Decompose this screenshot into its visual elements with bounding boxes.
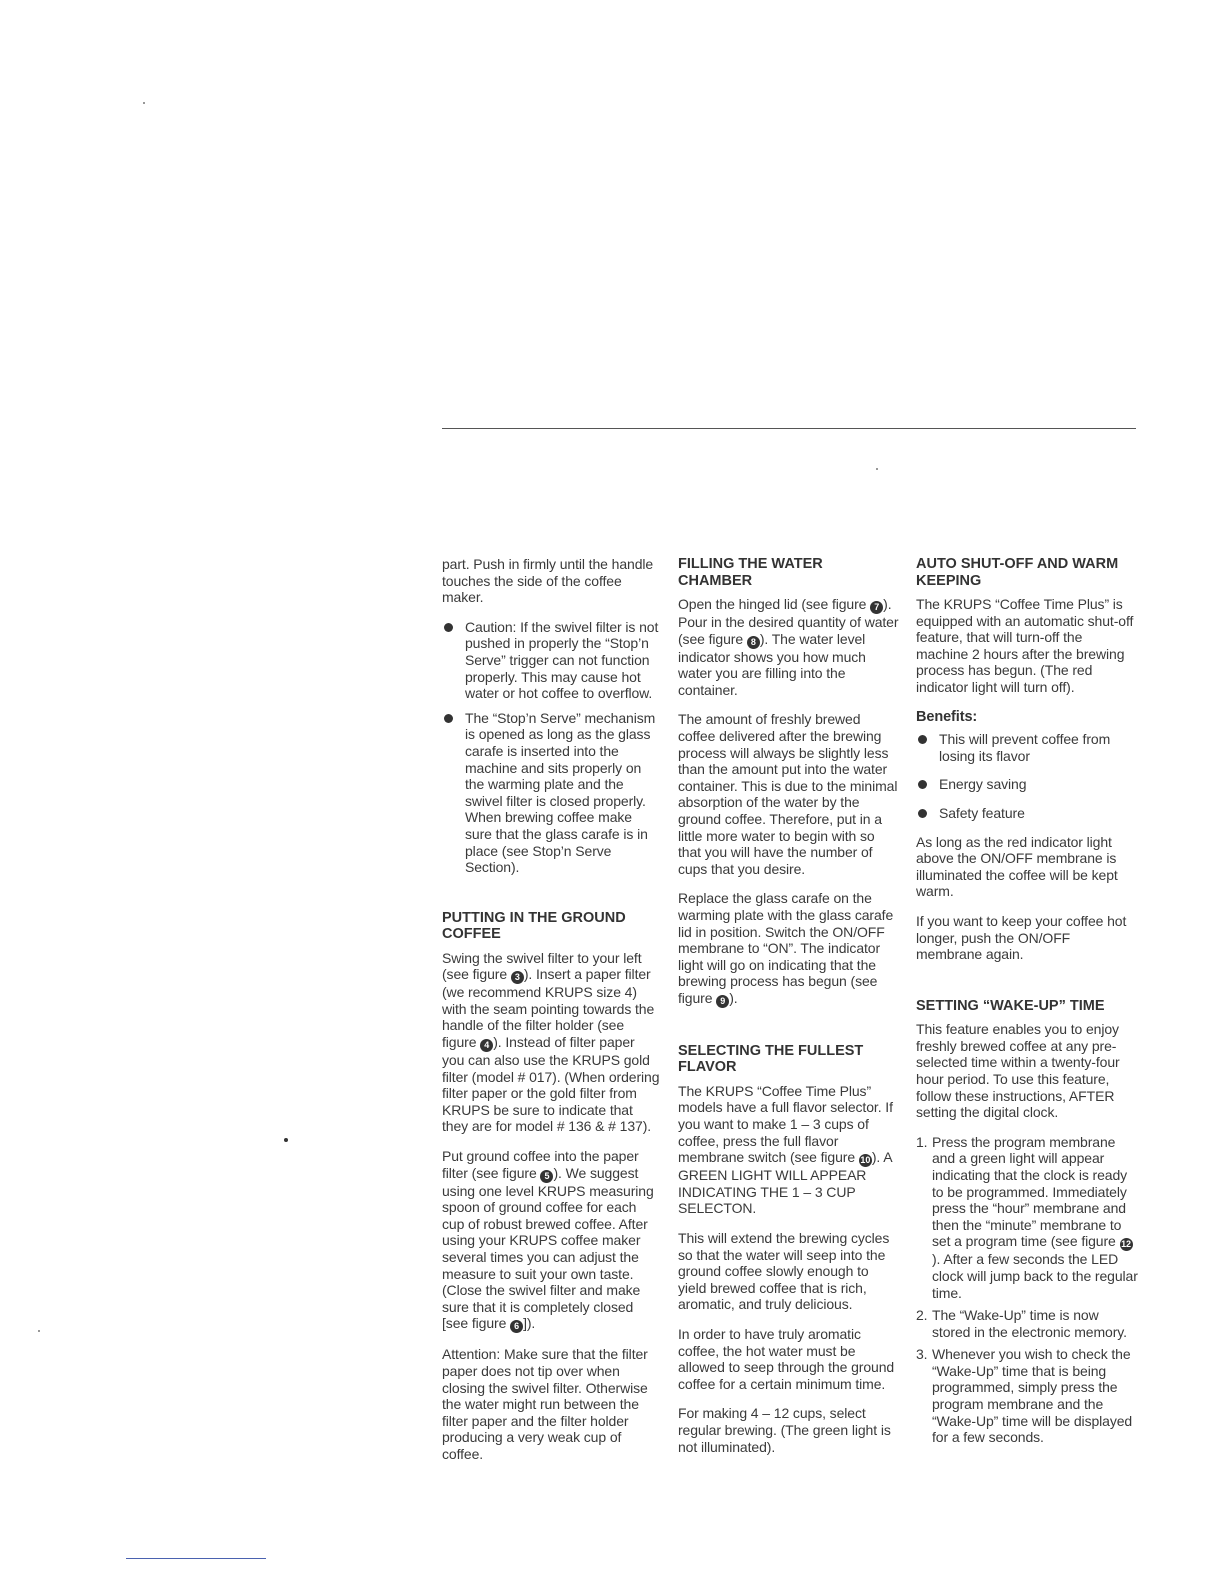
figure-number-icon: 5 — [540, 1170, 553, 1183]
heading-benefits: Benefits: — [916, 708, 978, 725]
bullet-icon — [444, 714, 453, 723]
list-item: 2. The “Wake-Up” time is now stored in the electronic memory. — [916, 1307, 1127, 1340]
paragraph-amount: The amount of freshly brewed coffee delivered after the brewing process will always be slightly less than the amount put into the water container. This is due to the minimal absorption of the water by the ground coffee. Therefore, put in a little more water to begin with so that you will have the number of cups that you desire. — [678, 711, 898, 877]
paragraph-shutoff: The KRUPS “Coffee Time Plus” is equipped with an automatic shut-off feature, that will turn-off the machine 2 hours after the brewing process has begun. (The red indicator light will turn off). — [916, 596, 1134, 695]
bullet-icon — [444, 623, 453, 632]
figure-number-icon: 10 — [860, 1155, 871, 1166]
heading-ground-coffee: PUTTING IN THE GROUND COFFEE — [442, 909, 626, 943]
paragraph-hot-longer: If you want to keep your coffee hot longer, push the ON/OFF membrane again. — [916, 912, 1127, 963]
edge-line — [126, 1558, 266, 1559]
column-middle — [678, 556, 900, 1468]
list-item — [442, 619, 660, 702]
figure-number-icon: 8 — [747, 636, 760, 649]
column-left — [442, 556, 660, 1476]
heading-auto-shutoff: AUTO SHUT-OFF AND WARM KEEPING — [916, 556, 1119, 589]
section-divider-line — [442, 428, 1136, 429]
figure-number-icon: 3 — [511, 971, 524, 984]
scan-speck — [38, 1330, 40, 1332]
column-right — [916, 556, 1138, 1452]
paragraph-regular-brewing: For making 4 – 12 cups, select regular brewing. (The green light is not illuminated). — [678, 1405, 891, 1455]
figure-number-icon: 4 — [480, 1039, 493, 1052]
list-item: 3. Whenever you wish to check the “Wake-Up” time that is being programmed, simply press the program membrane and the “Wake-Up” time will be displayed for a few seconds. — [916, 1346, 1133, 1446]
intro-paragraph: part. Push in firmly until the handle touches the side of the coffee maker. — [442, 556, 654, 606]
bullet-icon — [918, 735, 927, 744]
figure-number-icon: 7 — [870, 601, 883, 614]
bullet-icon — [918, 780, 927, 789]
paragraph-wake-up-intro: This feature enables you to enjoy freshly brewed coffee at any pre-selected time within a twenty-four hour period. To use this feature, follow these instructions, AFTER setting the digital clock. — [916, 1021, 1120, 1121]
caution-list — [442, 619, 660, 876]
scan-speck — [284, 1138, 288, 1142]
scan-speck — [876, 468, 878, 470]
paragraph-extend-cycles: This will extend the brewing cycles so that the water will seep into the ground coffee slowly enough to yield brewed coffee that is rich, aromatic, and truly delicious. — [678, 1230, 890, 1313]
paragraph-attention: Attention: Make sure that the filter paper does not tip over when closing the swivel filter. Otherwise the water might run between the filter paper and the filter holder producing a very weak cup of coffee. — [442, 1346, 648, 1462]
figure-number-icon: 6 — [510, 1320, 523, 1333]
paragraph-swing-filter: Swing the swivel filter to your left (see figure 3 ). Insert a paper filter (we recommend KRUPS size 4) with the seam pointing towards the handle of the filter holder (see figure 4 ). Instead of filter paper you can also use the KRUPS gold filter (model # 017). (When ordering filter paper or the gold filter from KRUPS be sure to indicate that they are for model # 136 & # 137). — [442, 949, 660, 1135]
bullet-text: Caution: If the swivel filter is not pushed in properly the “Stop’n Serve” trigger can not function properly. This may cause hot water or hot coffee to overflow. — [465, 618, 659, 702]
figure-number-icon: 9 — [716, 995, 729, 1008]
wake-up-steps — [916, 1134, 1138, 1446]
list-item: 1. Press the program membrane and a green light will appear indicating that the clock is ready to be programmed. Immediately press the “hour” membrane and then the “minute” membrane to set a program time (see figure 12). After a few seconds the LED clock will jump back to the regular time. — [916, 1133, 1138, 1301]
bullet-text: The “Stop’n Serve” mechanism is opened as long as the glass carafe is inserted into the machine and sits properly on the warming plate and the swivel filter is closed properly. When brewing coffee make sure that the glass carafe is in place (see Stop’n Serve Section). — [465, 709, 656, 876]
paragraph-flavor-selector: The KRUPS “Coffee Time Plus” models have a full flavor selector. If you want to make 1 – 3 cups of coffee, press the full flavor membrane switch (see figure 10 ). A GREEN LIGHT WILL APPEAR INDICATING THE 1 – 3 CUP SELECTON. — [678, 1082, 893, 1217]
list-item: This will prevent coffee from losing its flavor — [916, 731, 1138, 764]
paragraph-replace-carafe: Replace the glass carafe on the warming plate with the glass carafe lid in position. Switch the ON/OFF membrane to “ON”. The indicator light will go on indicating that the brewing process has begun (see figure 9 ). — [678, 890, 894, 1006]
heading-fullest-flavor: SELECTING THE FULLEST FLAVOR — [678, 1042, 864, 1076]
scan-speck — [143, 102, 145, 104]
paragraph-kept-warm: As long as the red indicator light above the ON/OFF membrane is illuminated the coffee will be kept warm. — [916, 833, 1118, 900]
paragraph-open-lid: Open the hinged lid (see figure 7 ). Pour in the desired quantity of water (see figure 8 ). The water level indicator shows you how much water you are filling into the container. — [678, 596, 899, 698]
list-item: Energy saving — [916, 776, 1138, 793]
heading-filling-water: FILLING THE WATER CHAMBER — [678, 556, 823, 589]
benefits-list — [916, 731, 1138, 821]
heading-wake-up-time: SETTING “WAKE-UP” TIME — [916, 997, 1105, 1014]
paragraph-put-coffee: Put ground coffee into the paper filter (see figure 5 ). We suggest using one level KRUPS measuring spoon of ground coffee for each cup of robust brewed coffee. After using your KRUPS coffee maker several times you can adjust the measure to suit your own taste. (Close the swivel filter and make sure that it is completely closed [see figure 6 ]). — [442, 1148, 654, 1332]
figure-number-icon: 12 — [1121, 1239, 1131, 1250]
list-item: Safety feature — [916, 805, 1138, 822]
bullet-icon — [918, 809, 927, 818]
list-item — [442, 710, 660, 876]
paragraph-aromatic: In order to have truly aromatic coffee, the hot water must be allowed to seep through the ground coffee for a certain minimum time. — [678, 1326, 895, 1392]
